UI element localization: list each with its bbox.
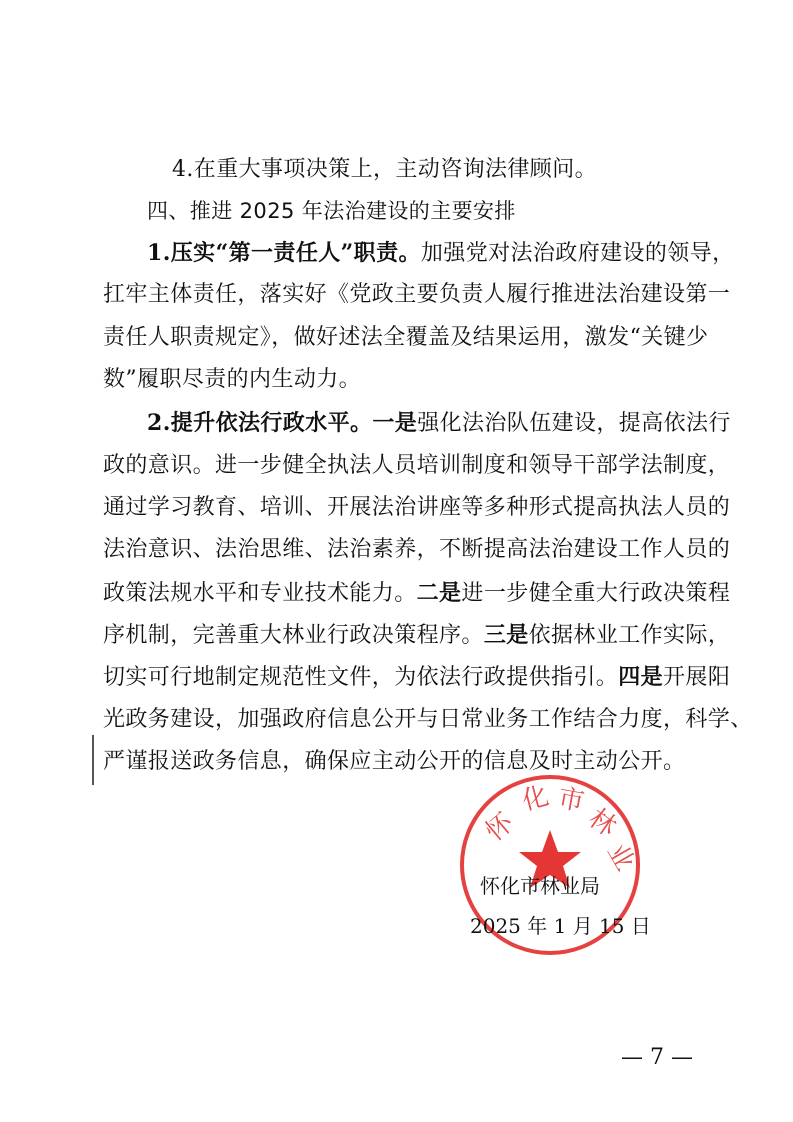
marker-two: 二是 [416, 580, 462, 606]
marker-four: 四是 [618, 664, 664, 690]
paragraph-2-text: 强化法治队伍建设，提高依法行 [417, 411, 731, 436]
paragraph-2-text: 政策法规水平和专业技术能力。 [103, 581, 417, 606]
signature-org: 怀化市林业局 [480, 874, 600, 898]
margin-mark [92, 735, 94, 785]
paragraph-2-text: 进一步健全重大行政决策程 [461, 581, 731, 606]
paragraph-2-text: 开展阳 [663, 665, 731, 690]
page-number: — 7 — [621, 1045, 693, 1070]
paragraph-2-line-8: 光政务建设，加强政府信息公开与日常业务工作结合力度，科学、 [103, 707, 753, 732]
paragraph-2-line-4: 法治意识、法治思维、法治素养，不断提高法治建设工作人员的 [103, 537, 731, 562]
svg-text:化: 化 [519, 781, 552, 817]
paragraph-2-line-2: 政的意识。进一步健全执法人员培训制度和领导干部学法制度， [103, 453, 731, 478]
svg-text:市: 市 [555, 783, 587, 818]
paragraph-2-line-5 [103, 578, 730, 609]
paragraph-2-line-1 [147, 408, 731, 439]
paragraph-1-line-1 [147, 238, 735, 269]
paragraph-2-title: 2.提升依法行政水平。 [147, 410, 373, 436]
section-heading: 四、推进 2025 年法治建设的主要安排 [147, 199, 516, 223]
item-4: 4.在重大事项决策上，主动咨询法律顾问。 [172, 157, 597, 182]
signature-date: 2025 年 1 月 15 日 [470, 914, 651, 938]
paragraph-2-text: 序机制，完善重大林业行政决策程序。 [103, 623, 484, 648]
paragraph-2-text: 依据林业工作实际， [528, 623, 731, 648]
paragraph-2-line-7 [103, 662, 730, 693]
svg-text:林: 林 [582, 803, 622, 843]
paragraph-1-line-3: 责任人职责规定》，做好述法全覆盖及结果运用，激发“关键少 [103, 325, 709, 350]
marker-one: 一是 [372, 410, 418, 436]
svg-text:怀: 怀 [480, 807, 520, 848]
paragraph-1-line-4: 数”履职尽责的内生动力。 [103, 367, 362, 392]
paragraph-2-line-6 [103, 620, 730, 651]
paragraph-1-title: 1.压实“第一责任人”职责。 [147, 240, 421, 266]
paragraph-1-line-2: 扛牢主体责任，落实好《党政主要负责人履行推进法治建设第一 [103, 282, 731, 307]
paragraph-2-text: 切实可行地制定规范性文件，为依法行政提供指引。 [103, 665, 619, 690]
paragraph-1-text: 加强党对法治政府建设的领导， [420, 241, 735, 266]
svg-text:业: 业 [600, 838, 640, 877]
paragraph-2-line-3: 通过学习教育、培训、开展法治讲座等多种形式提高执法人员的 [103, 495, 731, 520]
paragraph-2-line-9: 严谨报送政务信息，确保应主动公开的信息及时主动公开。 [103, 749, 686, 774]
marker-three: 三是 [483, 622, 529, 648]
